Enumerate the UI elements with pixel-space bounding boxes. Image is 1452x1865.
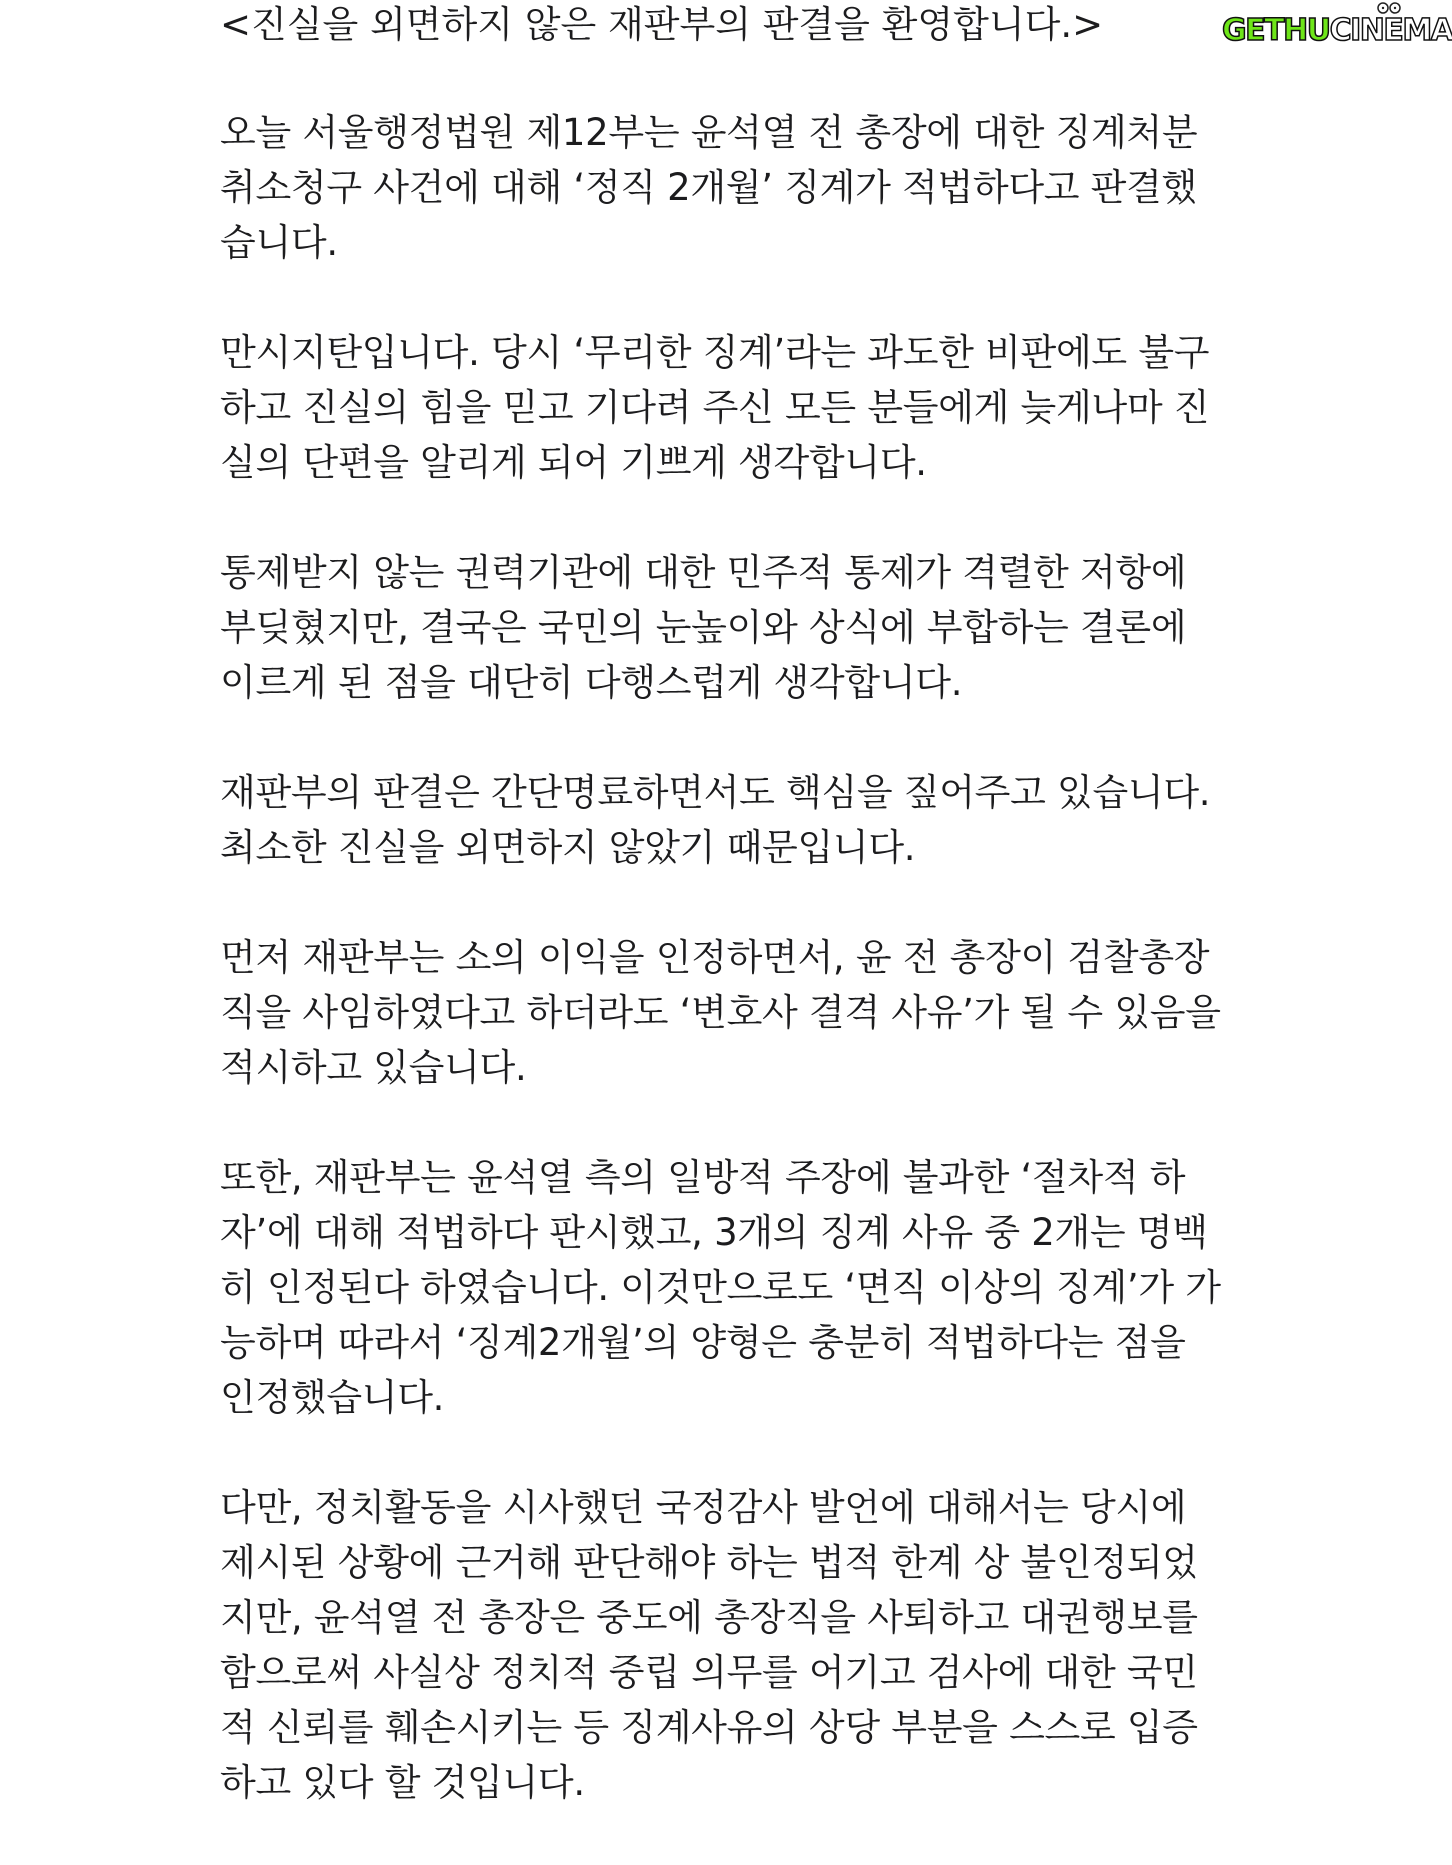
logo-text-white: CINEMA	[1329, 12, 1452, 48]
document-title: <진실을 외면하지 않은 재판부의 판결을 환영합니다.>	[220, 3, 1104, 46]
logo-text-green: GETHU	[1222, 12, 1330, 48]
paragraph-5	[220, 930, 1230, 1095]
text-line: 직을 사임하였다고 하더라도 ‘변호사 결격 사유’가 될 수 있음을	[220, 991, 1221, 1034]
paragraph-7	[220, 1480, 1230, 1810]
text-line: 오늘 서울행정법원 제12부는 윤석열 전 총장에 대한 징계처분	[220, 111, 1198, 154]
text-line: 최소한 진실을 외면하지 않았기 때문입니다.	[220, 826, 916, 869]
text-line: 적 신뢰를 훼손시키는 등 징계사유의 상당 부분을 스스로 입증	[220, 1706, 1198, 1749]
text-line: 실의 단편을 알리게 되어 기쁘게 생각합니다.	[220, 441, 927, 484]
text-line: 인정했습니다.	[220, 1376, 445, 1419]
text-line: 적시하고 있습니다.	[220, 1046, 527, 1089]
text-line: 하고 있다 할 것입니다.	[220, 1761, 585, 1804]
text-line: 제시된 상황에 근거해 판단해야 하는 법적 한계 상 불인정되었	[220, 1541, 1198, 1584]
text-line: 자’에 대해 적법하다 판시했고, 3개의 징계 사유 중 2개는 명백	[220, 1211, 1208, 1254]
film-reel-icon	[1376, 2, 1406, 16]
paragraph-1	[220, 105, 1230, 270]
text-line: 통제받지 않는 권력기관에 대한 민주적 통제가 격렬한 저항에	[220, 551, 1187, 594]
text-line: 먼저 재판부는 소의 이익을 인정하면서, 윤 전 총장이 검찰총장	[220, 936, 1210, 979]
text-line: 하고 진실의 힘을 믿고 기다려 주신 모든 분들에게 늦게나마 진	[220, 386, 1210, 429]
paragraph-3	[220, 545, 1230, 710]
text-line: 습니다.	[220, 221, 338, 264]
text-line: 히 인정된다 하였습니다. 이것만으로도 ‘면직 이상의 징계’가 가	[220, 1266, 1221, 1309]
text-line: 이르게 된 점을 대단히 다행스럽게 생각합니다.	[220, 661, 963, 704]
text-line: 능하며 따라서 ‘징계2개월’의 양형은 충분히 적법하다는 점을	[220, 1321, 1186, 1364]
text-line: 함으로써 사실상 정치적 중립 의무를 어기고 검사에 대한 국민	[220, 1651, 1198, 1694]
document-body	[220, 105, 1230, 1865]
paragraph-4	[220, 765, 1230, 875]
text-line: 재판부의 판결은 간단명료하면서도 핵심을 짚어주고 있습니다.	[220, 771, 1211, 814]
text-line: 부딪혔지만, 결국은 국민의 눈높이와 상식에 부합하는 결론에	[220, 606, 1187, 649]
paragraph-2	[220, 325, 1230, 490]
text-line: 만시지탄입니다. 당시 ‘무리한 징계’라는 과도한 비판에도 불구	[220, 331, 1210, 374]
text-line: 또한, 재판부는 윤석열 측의 일방적 주장에 불과한 ‘절차적 하	[220, 1156, 1186, 1199]
text-line: 지만, 윤석열 전 총장은 중도에 총장직을 사퇴하고 대권행보를	[220, 1596, 1198, 1639]
text-line: 다만, 정치활동을 시사했던 국정감사 발언에 대해서는 당시에	[220, 1486, 1187, 1529]
text-line: 취소청구 사건에 대해 ‘정직 2개월’ 징계가 적법하다고 판결했	[220, 166, 1197, 209]
paragraph-6	[220, 1150, 1230, 1425]
